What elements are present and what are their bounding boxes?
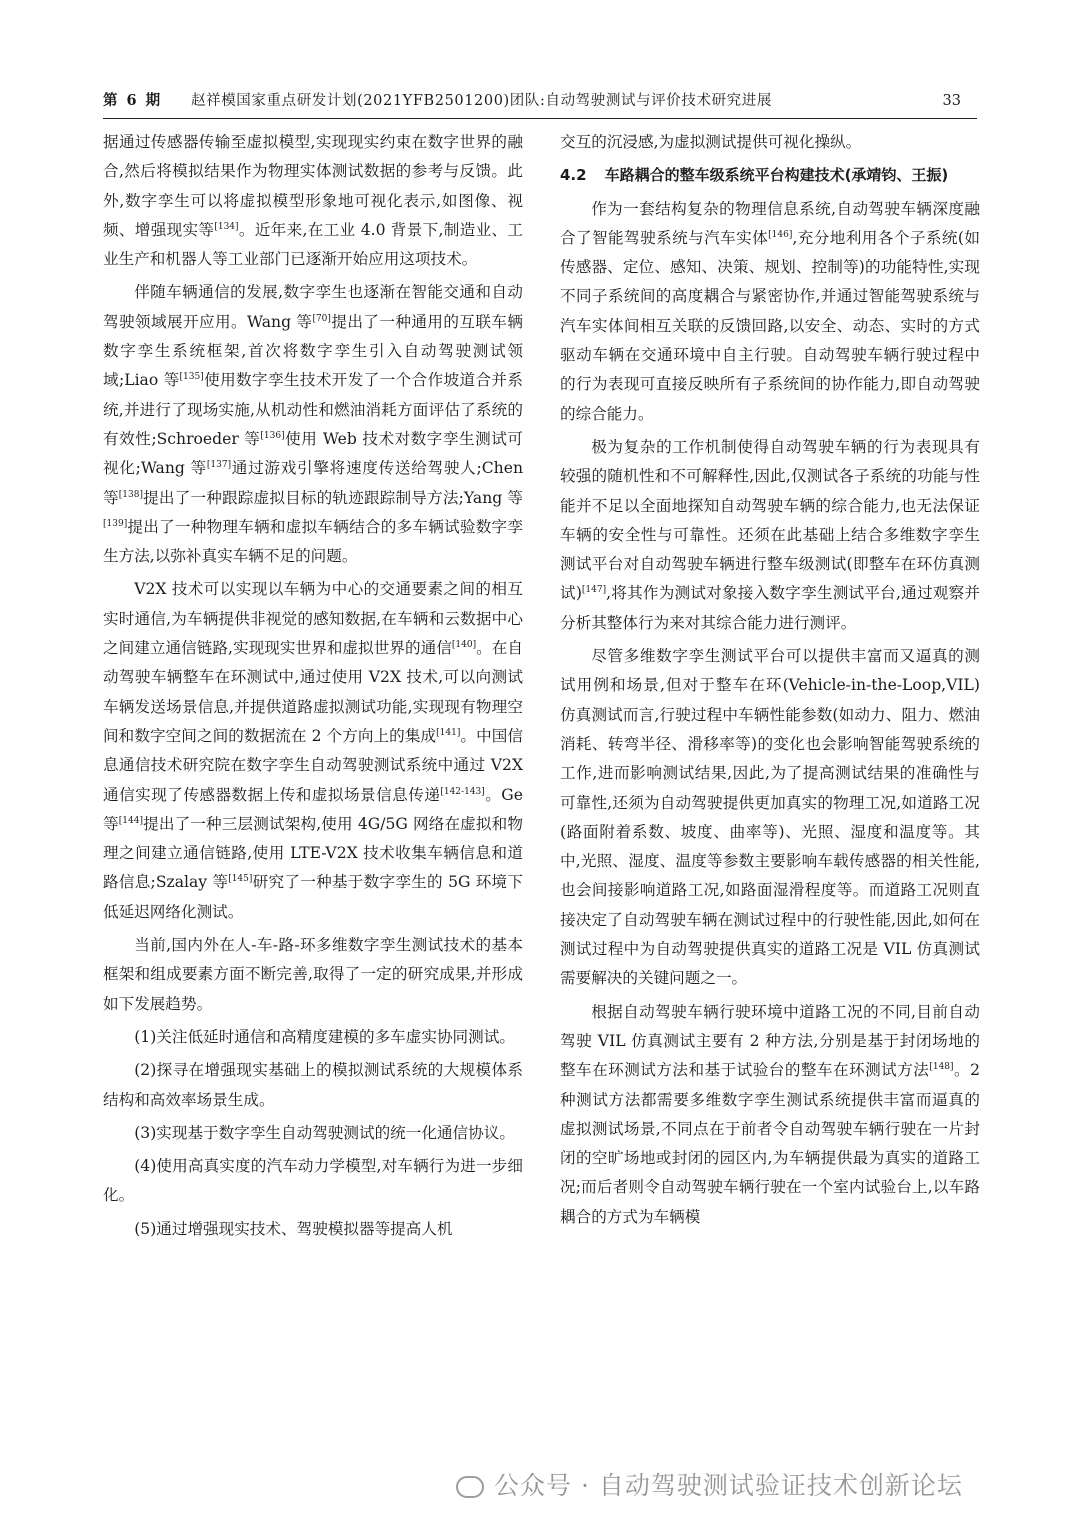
paragraph: 尽管多维数字孪生测试平台可以提供丰富而又逼真的测试用例和场景,但对于整车在环(Vehicle-in-the-Loop,VIL)仿真测试而言,行驶过程中车辆性能参数(如动力、阻力、燃油消耗、转弯半径、滑移率等)的变化也会影响智能驾驶系统的工作,进而影响测试结果,因此,为了提高测试结果的准确性与可靠性,还须为自动驾驶提供更加真实的物理工况,如道路工况(路面附着系数、坡度、曲率等)、光照、湿度和温度等。其中,光照、湿度、温度等参数主要影响车载传感器的相关性能,也会间接影响道路工况,如路面湿滑程度等。而道路工况则直接决定了自动驾驶车辆在测试过程中的行驶性能,因此,如何在测试过程中为自动驾驶提供真实的道路工况是 VIL 仿真测试需要解决的关键问题之一。 xyxy=(560,647,980,988)
list-item: (3)实现基于数字孪生自动驾驶测试的统一化通信协议。 xyxy=(134,1123,515,1142)
paragraph: 极为复杂的工作机制使得自动驾驶车辆的行为表现具有较强的随机性和不可解释性,因此,仅测试各子系统的功能与性能并不足以全面地探知自动驾驶车辆的综合能力,也无法保证车辆的安全性与可靠性。还须在此基础上结合多维数字孪生测试平台对自动驾驶车辆进行整车级测试(即整车在环仿真测试)[147],将其作为测试对象接入数字孪生测试平台,通过观察并分析其整体行为来对其综合能力进行测评。 xyxy=(560,437,980,632)
issue-number: 第 6 期 xyxy=(103,92,163,109)
section-number: 4.2 xyxy=(560,166,587,185)
section-heading xyxy=(560,161,980,190)
page-number: 33 xyxy=(942,93,961,109)
list-item: (2)探寻在增强现实基础上的模拟测试系统的大规模体系结构和高效率场景生成。 xyxy=(103,1061,523,1109)
paragraph: 伴随车辆通信的发展,数字孪生也逐渐在智能交通和自动驾驶领域展开应用。Wang 等[70]提出了一种通用的互联车辆数字孪生系统框架,首次将数字孪生引入自动驾驶测试领域;Liao 等[135]使用数字孪生技术开发了一个合作坡道合并系统,并进行了现场实施,从机动性和燃油消耗方面评估了系统的有效性;Schroeder 等[136]使用 Web 技术对数字孪生测试可视化;Wang 等[137]通过游戏引擎将速度传送给驾驶人;Chen 等[138]提出了一种跟踪虚拟目标的轨迹跟踪制导方法;Yang 等[139]提出了一种物理车辆和虚拟车辆结合的多车辆试验数字孪生方法,以弥补真实车辆不足的问题。 xyxy=(103,283,523,566)
right-column xyxy=(560,128,980,1236)
wechat-icon xyxy=(456,1476,484,1498)
running-title: 赵祥模国家重点研发计划(2021YFB2501200)团队:自动驾驶测试与评价技术研究进展 xyxy=(191,93,772,109)
paragraph: 据通过传感器传输至虚拟模型,实现现实约束在数字世界的融合,然后将模拟结果作为物理实体测试数据的参考与反馈。此外,数字孪生可以将虚拟模型形象地可视化表示,如图像、视频、增强现实等[134]。近年来,在工业 4.0 背景下,制造业、工业生产和机器人等工业部门已逐渐开始应用这项技术。 xyxy=(103,133,523,269)
paragraph: V2X 技术可以实现以车辆为中心的交通要素之间的相互实时通信,为车辆提供非视觉的感知数据,在车辆和云数据中心之间建立通信链路,实现现实世界和虚拟世界的通信[140]。在自动驾驶车辆整车在环测试中,通过使用 V2X 技术,可以向测试车辆发送场景信息,并提供道路虚拟测试功能,实现现有物理空间和数字空间之间的数据流在 2 个方向上的集成[141]。中国信息通信技术研究院在数字孪生自动驾驶测试系统中通过 V2X 通信实现了传感器数据上传和虚拟场景信息传递[142-143]。Ge 等[144]提出了一种三层测试架构,使用 4G/5G 网络在虚拟和物理之间建立通信链路,使用 LTE-V2X 技术收集车辆信息和道路信息;Szalay 等[145]研究了一种基于数字孪生的 5G 环境下低延迟网络化测试。 xyxy=(103,580,524,921)
paragraph: 作为一套结构复杂的物理信息系统,自动驾驶车辆深度融合了智能驾驶系统与汽车实体[146],充分地利用各个子系统(如传感器、定位、感知、决策、规划、控制等)的功能特性,实现不同子系统间的高度耦合与紧密协作,并通过智能驾驶系统与汽车实体间相互关联的反馈回路,以安全、动态、实时的方式驱动车辆在交通环境中自主行驶。自动驾驶车辆行驶过程中的行为表现可直接反映所有子系统间的协作能力,即自动驾驶的综合能力。 xyxy=(560,199,980,423)
paragraph: 根据自动驾驶车辆行驶环境中道路工况的不同,目前自动驾驶 VIL 仿真测试主要有 2 种方法,分别是基于封闭场地的整车在环测试方法和基于试验台的整车在环测试方法[148]。2 种测试方法都需要多维数字孪生测试系统提供丰富而逼真的虚拟测试场景,不同点在于前者令自动驾驶车辆行驶在一片封闭的空旷场地或封闭的园区内,为车辆提供最为真实的道路工况;而后者则令自动驾驶车辆行驶在一个室内试验台上,以车路耦合的方式为车辆模 xyxy=(560,1002,980,1226)
paragraph: 交互的沉浸感,为虚拟测试提供可视化操纵。 xyxy=(560,133,862,151)
running-header xyxy=(103,88,977,119)
paragraph: 当前,国内外在人-车-路-环多维数字孪生测试技术的基本框架和组成要素方面不断完善,取得了一定的研究成果,并形成如下发展趋势。 xyxy=(103,936,523,1013)
left-column xyxy=(103,128,523,1248)
section-title: 车路耦合的整车级系统平台构建技术(承靖钧、王振) xyxy=(604,166,949,185)
list-item: (1)关注低延时通信和高精度建模的多车虚实协同测试。 xyxy=(134,1027,515,1046)
watermark: 公众号 · 自动驾驶测试验证技术创新论坛 xyxy=(456,1466,963,1502)
list-item: (5)通过增强现实技术、驾驶模拟器等提高人机 xyxy=(134,1219,453,1238)
list-item: (4)使用高真实度的汽车动力学模型,对车辆行为进一步细化。 xyxy=(103,1157,523,1205)
